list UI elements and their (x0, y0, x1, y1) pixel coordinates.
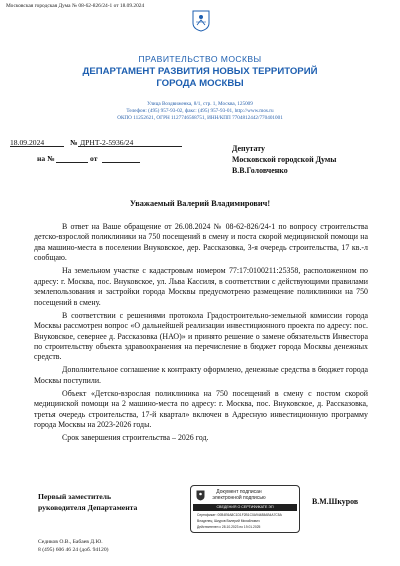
department-name-line2: ГОРОДА МОСКВЫ (156, 78, 244, 89)
department-name (0, 66, 400, 90)
department-contacts: Телефон: (495) 957-93-02, факс: (495) 957-93-01, http://www.mos.ru (126, 108, 274, 114)
executor-phone: 8 (495) 606 46 24 (доб. 94120) (38, 547, 109, 554)
paragraph-5: Объект «Детско-взрослая поликлиника на 750 посещений в смену с постом скорой медицинской помощи на 2 машино-места по адресу: г. Москва, пос. Внуковское, д. Рассказовка, третья очередь строительства, 17-й квартал» включен в Адресную инвестиционную программу города Москвы на 2023-2026 годы. (34, 388, 368, 430)
stamp-certificate-bar: СВЕДЕНИЯ О СЕРТИФИКАТЕ ЭП (193, 504, 297, 511)
paragraph-3: В соответствии с решениями протокола Градостроительно-земельной комиссии города Москвы рассмотрен вопрос «О дальнейшей реализации инвестиционного проекта по адресу: пос. Внуковское, севернее д. Рассказовка (НАО)» и принято решение о замене обязательств Инвестора по строительству объекта здравоохранения на перечисление в бюджет города Москвы денежных средств. (34, 310, 368, 362)
signatory-name: В.М.Шкуров (312, 497, 359, 506)
electronic-signature-stamp (190, 485, 300, 533)
moscow-coat-of-arms-icon (192, 10, 210, 32)
date-underline (10, 146, 64, 147)
stamp-header-line1: Документ подписан (216, 489, 262, 495)
addressee-line2: Московской городской Думы (232, 154, 337, 164)
registration-stamp-line: Московская городская Дума № 08-62-826/24-1 от 18.09.2024 (6, 3, 145, 9)
addressee-line1: Депутату (232, 144, 265, 153)
stamp-certificate: Сертификат: 00B4E6A8C1D1F2B1C0A94488AB4A7C5A (197, 513, 282, 517)
greeting: Уважаемый Валерий Владимирович! (129, 199, 271, 208)
executor-info (38, 538, 108, 554)
signatory-title-line2: руководителя Департамента (38, 502, 138, 512)
number-underline (78, 146, 182, 147)
stamp-header (209, 489, 269, 502)
government-name: ПРАВИТЕЛЬСТВО МОСКВЫ (138, 54, 262, 64)
department-address: Улица Воздвиженка, 8/1, стр. 1, Москва, 125009 (147, 101, 253, 107)
executor-names: Седиков О.В., Бабаев Д.Ю. (38, 539, 103, 545)
paragraph-2: На земельном участке с кадастровым номером 77:17:0100211:25358, расположенном по адресу: г. Москва, пос. Внуковское, ул. Льва Кассиля, в соответствии с действующими правилами землепользования и застройки города Москвы предусмотрено размещение поликлиники на 750 посещений в смену. (34, 266, 368, 307)
reference-date-label: от (90, 154, 98, 163)
signatory-title-line1: Первый заместитель (38, 492, 112, 501)
coat-of-arms-icon (196, 490, 205, 501)
stamp-validity: Действителен с 28.10.2023 по 19.01.2025 (197, 525, 261, 529)
reference-prefix: на № (37, 154, 55, 163)
addressee-block (232, 144, 336, 176)
outgoing-date: 18.09.2024 (10, 138, 45, 147)
reference-number-blank (56, 162, 88, 163)
signatory-title (38, 492, 137, 513)
reference-date-blank (102, 162, 140, 163)
number-label: № (70, 138, 78, 147)
letter-body (34, 222, 368, 446)
paragraph-4: Дополнительное соглашение к контракту оформлено, денежные средства в бюджет города Москвы поступили. (34, 365, 368, 385)
addressee-line3: В.В.Головченко (232, 165, 288, 175)
outgoing-number: ДРНТ-2-5936/24 (80, 138, 134, 147)
stamp-owner: Владелец: Шкуров Валерий Михайлович (197, 519, 260, 523)
department-codes: ОКПО 11252621, ОГРН 1127746568751, ИНН/КПП 7704812442/770401001 (117, 115, 283, 121)
paragraph-1: В ответ на Ваше обращение от 26.08.2024 № 08-62-826/24-1 по вопросу строительства детско-взрослой поликлиники на 750 посещений в смену и поста скорой медицинской помощи на два машино-места в поселении Внуковское, дер. Рассказовка, 3-я очередь строительства, 17 кв.-л сообщаю. (34, 222, 368, 263)
stamp-header-line2: электронной подписью (212, 495, 266, 502)
department-name-line1: ДЕПАРТАМЕНТ РАЗВИТИЯ НОВЫХ ТЕРРИТОРИЙ (82, 66, 318, 77)
paragraph-6: Срок завершения строительства – 2026 год. (62, 433, 209, 443)
